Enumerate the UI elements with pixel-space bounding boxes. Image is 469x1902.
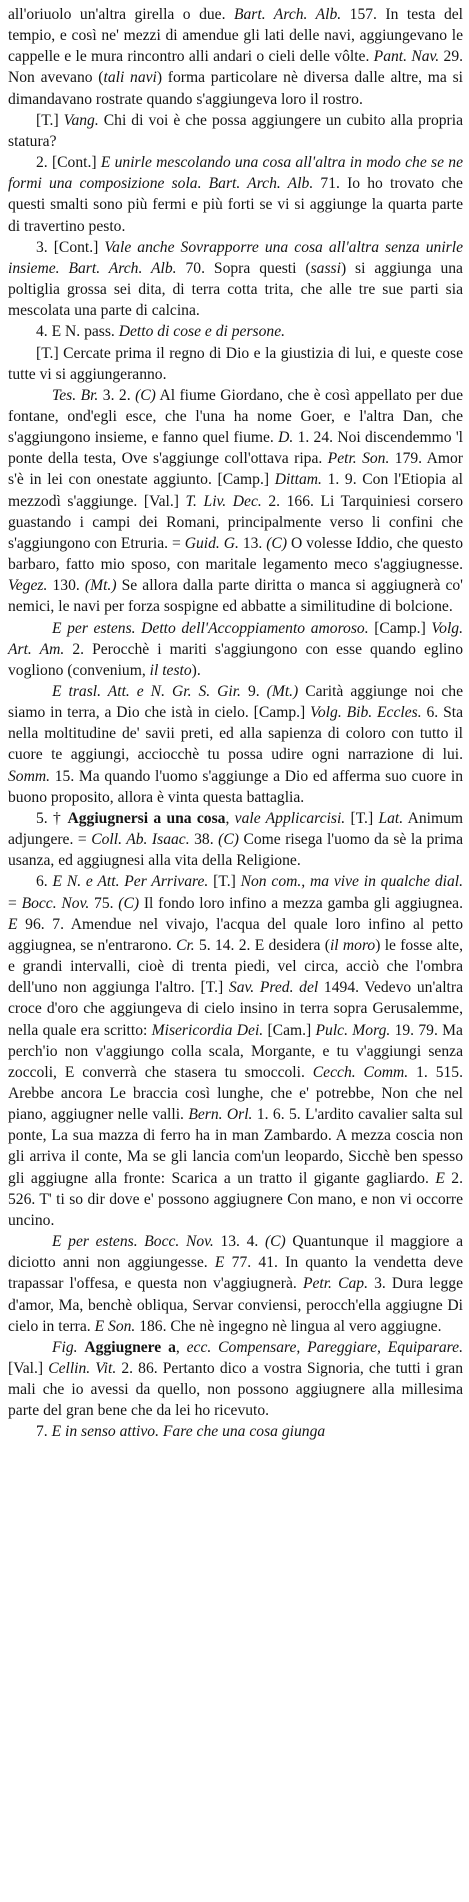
italic-run: (Mt.) <box>266 683 299 700</box>
italic-run: ecc. Compensare, Pareggiare, Equiparare. <box>186 1338 463 1356</box>
italic-run: Cecch. Comm. <box>312 1063 409 1081</box>
italic-run: Tes. Br. <box>52 386 99 404</box>
text-run: Come risega l'uomo da sè la prima usanza, ed aggiugnesi alla vita della Religione. <box>8 831 464 870</box>
sense-2 <box>8 152 463 237</box>
text-run: 15. Ma quando l'uomo s'aggiunge a Dio ed afferma suo cuore in buono proposito, allora è vinta questa battaglia. <box>8 767 463 806</box>
italic-run: E <box>214 1254 225 1272</box>
italic-run: Lat. <box>378 809 404 827</box>
italic-run: (Mt.) <box>84 577 117 595</box>
italic-run: (C) <box>266 534 288 552</box>
sense-5 <box>8 808 463 871</box>
italic-run: Bart. Arch. Alb. <box>208 175 314 193</box>
text-run: 2. 166. Li Tarquiniesi corsero guastando i campi dei Romani, principalmente verso li confini che s'aggiungono con Etruria. = <box>8 492 464 552</box>
italic-run: il moro <box>329 936 376 954</box>
italic-run: Petr. Son. <box>327 450 390 468</box>
text-run: 1. 6. 5. L'ardito cavalier salta sul ponte, La sua mazza di ferro ha in man Zambardo. A mezza coscia non gli arriva il conte, Ma se gli lancia com'un leopardo, Sicchè ben spesso gli aggiugne alla fronte: Scarica a un tratto il gigante gagliardo. <box>8 1106 463 1187</box>
text-run: 38. <box>189 831 219 849</box>
italic-run: tali navi <box>103 69 157 87</box>
italic-run: sassi <box>310 259 341 277</box>
text-run: 4. E N. pass. <box>36 323 119 341</box>
italic-run: Bart. Arch. Alb. <box>68 259 177 277</box>
italic-run: Pulc. Morg. <box>315 1021 391 1039</box>
text-run: O volesse Iddio, che questo barbaro, fatto mio sposo, con maritale legamento meco s'aggiugnesse. <box>8 534 463 574</box>
text-run: Animum adjungere. = <box>8 809 464 849</box>
text-run: 157. In testa del tempio, e così ne' mezzi di amendue gli lati delle navi, aggiungevano le cappelle e le mura rincontro alli andari o cieli delle vôlte. <box>8 6 464 66</box>
sense-4-figurative <box>8 681 463 808</box>
italic-run: Pant. Nav. <box>373 48 440 66</box>
text-run: ). <box>191 661 201 679</box>
text-run: [Val.] <box>8 1360 49 1377</box>
italic-run: Petr. Cap. <box>302 1275 368 1293</box>
italic-run: Dittam. <box>274 471 322 489</box>
text-run: Al fiume Giordano, che è così appellato per due fontane, ond'egli esce, che l'una ha nome Goer, e l'altra Dan, che s'aggiungono insieme, e fanno quel fiume. <box>8 386 463 447</box>
text-run: 77. 41. In quanto la vendetta deve trapassar l'offesa, e questa non v'aggiugnerà. <box>8 1254 463 1293</box>
text-run: [T.] <box>345 809 379 827</box>
sense-6-figurative <box>8 1337 463 1422</box>
text-run: 71. Io ho trovato che questi smalti sono più fermi e più forti se vi si aggiunge la quarta parte di travertino pesto. <box>8 175 463 235</box>
italic-run: Sav. Pred. del <box>228 979 319 997</box>
sense-7 <box>8 1421 463 1442</box>
text-run: 3. [Cont.] <box>36 238 105 256</box>
italic-run: E per estens. Detto dell'Accoppiamento amoroso. <box>52 619 369 637</box>
text-run: 96. 7. Amendue nel vivajo, l'acqua del quale loro infino al petto aggiugnea, se n'entrarono. <box>8 915 463 954</box>
text-run: 2. 86. Pertanto dico a vostra Signoria, che tutti i gran mali che io avessi da quello, non possono aggiugnere alla millesima parte del gran bene che da lei ho ricevuto. <box>8 1360 463 1420</box>
italic-run: Cr. <box>176 936 195 954</box>
italic-run: Vang. <box>63 111 99 129</box>
italic-run: Coll. Ab. Isaac. <box>91 831 190 849</box>
text-run: Chi di voi è che possa aggiungere un cubito alla propria statura? <box>8 111 464 150</box>
text-run: 70. Sopra questi ( <box>176 259 311 277</box>
text-run: 6. <box>36 873 53 891</box>
text-run: 1494. Vedevo un'altra croce d'oro che aggiungeva di cielo insino in terra sopra Gerusalemme, nella quale era scritto: <box>8 979 463 1039</box>
text-run: 5. † <box>36 809 68 827</box>
italic-run: Volg. Art. Am. <box>8 619 463 658</box>
italic-run: Non com., ma vive in qualche dial. <box>240 873 463 891</box>
text-run: , <box>175 1338 187 1356</box>
text-run: 2. [Cont.] <box>36 154 101 172</box>
text-run: 3. 2. <box>98 386 136 404</box>
text-run: Quantunque il maggiore a diciotto anni non aggiungesse. <box>8 1233 463 1272</box>
text-run: 1. 9. Con l'Etiopia al mezzodì s'aggiunge. [Val.] <box>8 471 464 510</box>
text-run: , <box>225 809 235 827</box>
italic-run: E <box>435 1169 445 1187</box>
text-run: 130. <box>47 577 85 595</box>
sense-4-quote <box>8 343 463 385</box>
text-run: [Cam.] <box>263 1021 316 1039</box>
text-run: ) le fosse alte, e grandi intervalli, cioè di trenta piedi, vel circa, acciò che l'ombra dell'uno non aggiunga l'altro. [T.] <box>8 936 463 997</box>
italic-run: Bern. Orl. <box>188 1106 253 1124</box>
text-run: 6. Sta nella moltitudine de' savii preti, ed alla sapienza di coloro con tutto il cuore te aggiungi, acciocchè tu possa udire ogni narrazione di lui. <box>8 704 464 764</box>
text-run: Carità aggiunge noi che siamo in terra, a Dio che istà in cielo. [Camp.] <box>8 683 464 722</box>
text-run: ) si aggiunga una poltiglia grossa sei dita, di terra cotta trita, che alle tre sue parti sia mescolata una parte di calcina. <box>8 259 463 320</box>
text-run: [T.] <box>208 873 241 891</box>
italic-run: (C) <box>218 831 239 849</box>
italic-run: E trasl. Att. e N. Gr. S. Gir. <box>52 683 241 700</box>
text-run: 2. Perocchè i mariti s'aggiungono con esse quando eglino vogliono (convenium, <box>8 640 463 679</box>
italic-run: (C) <box>264 1233 286 1251</box>
italic-run: Fig. <box>52 1338 78 1356</box>
text-run: [Camp.] <box>368 619 432 637</box>
text-run: 2. 526. T' ti so dir dove e' possono aggiugnere Con mano, e non vi occorre uncino. <box>8 1169 464 1229</box>
text-run: all'oriuolo un'altra girella o due. <box>8 6 234 23</box>
text-run: ) forma particolare nè diversa dalle altre, ma si dimandavano rostrate quando s'aggiungeva loro il rostro. <box>8 69 463 108</box>
text-run: 19. 79. Ma perch'io non v'aggiungo colla scala, Morgante, e tu v'aggiungi senza zoccoli, E converrà che stasera tu smoccoli. <box>8 1021 463 1081</box>
text-run: 9. <box>240 683 267 700</box>
text-run: 179. Amor s'è in lei con onestate aggiunto. [Camp.] <box>8 450 463 489</box>
italic-run: vale Applicarcisi. <box>234 809 346 827</box>
text-run: 5. 14. 2. E desidera ( <box>194 936 330 954</box>
italic-run: Detto di cose e di persone. <box>118 323 286 341</box>
bold-run: Aggiugnersi a una cosa <box>67 809 226 827</box>
sense-4-citations <box>8 385 463 618</box>
italic-run: Bocc. Nov. <box>21 894 90 912</box>
italic-run: Guid. G. <box>184 534 239 552</box>
text-run: [T.] Cercate prima il regno di Dio e la giustizia di lui, e queste cose tutte vi si aggiungeranno. <box>8 344 463 383</box>
bold-run: Aggiugnere a <box>84 1338 176 1356</box>
text-run: 186. Che nè ingegno nè lingua al vero aggiugne. <box>135 1317 442 1335</box>
italic-run: T. Liv. Dec. <box>185 492 262 510</box>
sense-6-extension <box>8 1231 463 1337</box>
entry-continuation <box>8 4 463 110</box>
italic-run: E unirle mescolando una cosa all'altra in modo che se ne formi una composizione sola. <box>8 154 463 193</box>
italic-run: E in senso attivo. Fare che una cosa giunga <box>51 1423 326 1441</box>
italic-run: Somm. <box>8 767 51 785</box>
text-run: 13. <box>238 534 267 552</box>
text-run: = <box>8 894 22 912</box>
text-run: 1. 24. Noi discendemmo 'l ponte della testa, Ove s'aggiunge coll'ottava ripa. <box>8 429 464 468</box>
italic-run: Misericordia Dei. <box>151 1021 264 1039</box>
italic-run: Volg. Bib. Eccles. <box>310 704 422 722</box>
italic-run: E <box>8 915 18 933</box>
italic-run: E N. e Att. Per Arrivare. <box>52 873 209 891</box>
italic-run: Vegez. <box>8 577 48 595</box>
text-run: Il fondo loro infino a mezza gamba gli aggiugnea. <box>139 894 463 912</box>
text-run: 3. Dura legge d'amor, Ma, benchè obliqua, Servar conviensi, perocch'ella aggiugne Di cielo in terra. <box>8 1275 463 1335</box>
sense-3 <box>8 237 463 322</box>
italic-run: il testo <box>149 661 192 679</box>
italic-run: E per estens. <box>52 1233 138 1251</box>
text-run: Se allora dalla parte diritta o manca si aggiugnerà co' nemici, le navi per forza sospigne ed abbatte a similitudine di bolcione. <box>8 577 463 616</box>
text-run: [T.] <box>36 111 64 129</box>
sense-4-heading <box>8 321 463 342</box>
italic-run: (C) <box>135 386 156 404</box>
italic-run: Bocc. Nov. <box>144 1233 214 1251</box>
citation-vangelo <box>8 110 463 152</box>
italic-run: (C) <box>118 894 140 912</box>
sense-4-extension <box>8 618 463 681</box>
italic-run: E Son. <box>94 1317 136 1335</box>
italic-run: Bart. Arch. Alb. <box>233 6 342 23</box>
italic-run: D. <box>278 429 294 447</box>
italic-run: Cellin. Vit. <box>48 1360 117 1377</box>
text-run: 7. <box>36 1423 52 1441</box>
text-run: 75. <box>89 894 119 912</box>
sense-6 <box>8 871 463 1231</box>
text-run: 13. 4. <box>213 1233 265 1251</box>
text-run <box>201 175 208 192</box>
italic-run: Vale anche Sovrapporre una cosa all'altra senza unirle insieme. <box>8 238 463 277</box>
text-run: 29. Non avevano ( <box>8 48 464 87</box>
text-run: 1. 515. Arebbe ancora Le braccia così lunghe, che e' potrebbe, Non che nel piano, aggiugner nelle valli. <box>8 1063 463 1124</box>
